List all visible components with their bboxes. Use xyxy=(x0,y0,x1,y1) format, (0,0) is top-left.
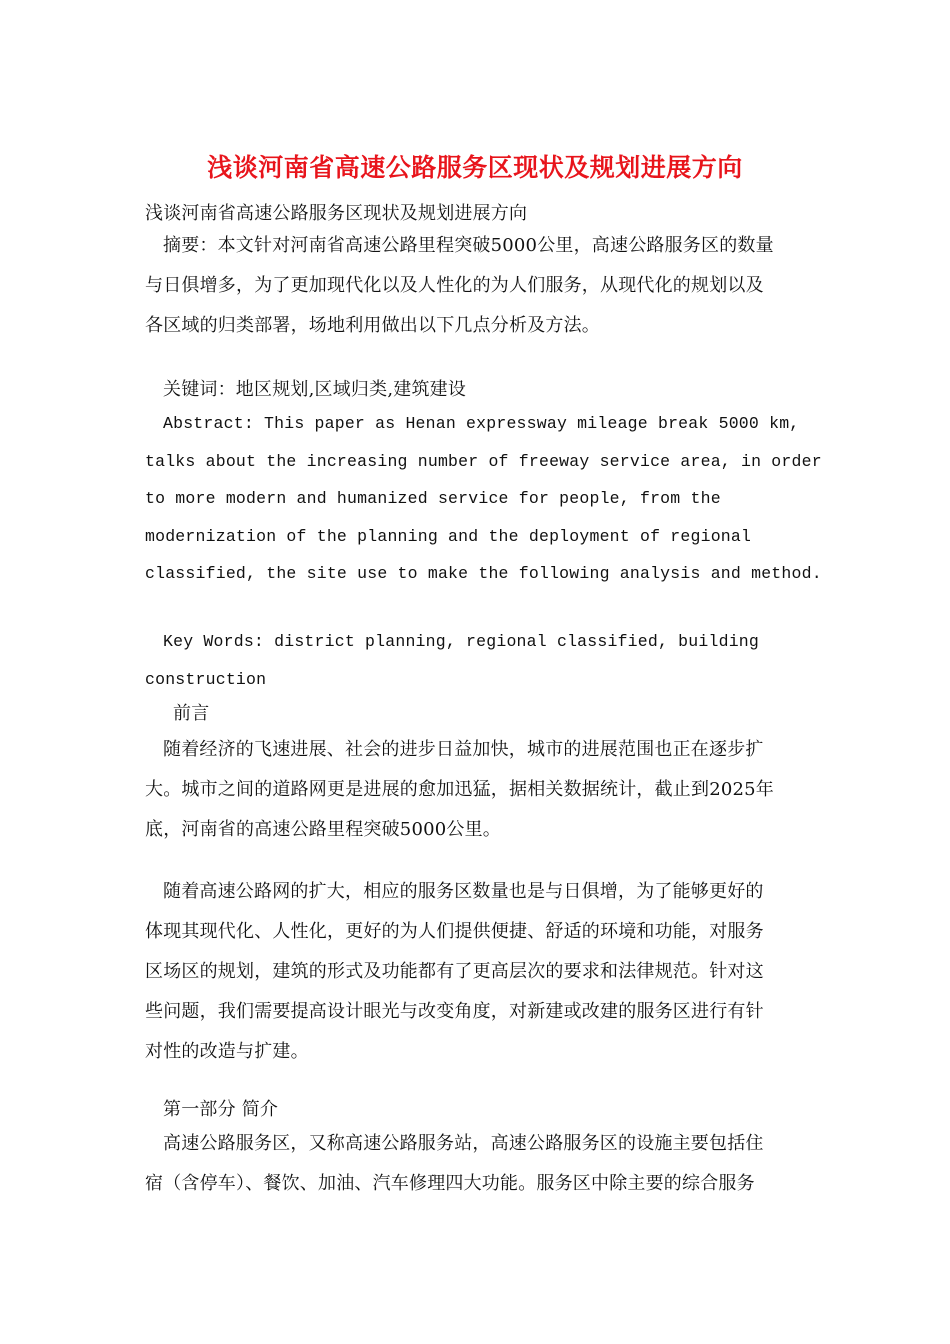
abstract-en-line: to more modern and humanized service for people, from the xyxy=(145,489,721,508)
abstract-cn-line: 摘要：本文针对河南省高速公路里程突破5000公里，高速公路服务区的数量 xyxy=(163,235,774,256)
abstract-en-line: Abstract: This paper as Henan expressway mileage break 5000 km, xyxy=(163,414,800,433)
part1-p1-line: 高速公路服务区，又称高速公路服务站，高速公路服务区的设施主要包括住 xyxy=(163,1133,764,1154)
abstract-en xyxy=(145,405,822,593)
preface-heading-text: 前言 xyxy=(173,703,210,724)
abstract-cn xyxy=(145,226,807,346)
preface-p2-line: 随着高速公路网的扩大，相应的服务区数量也是与日俱增，为了能够更好的 xyxy=(163,881,764,902)
subtitle-text: 浅谈河南省高速公路服务区现状及规划进展方向 xyxy=(145,203,528,224)
abstract-cn-line: 与日俱增多，为了更加现代化以及人性化的为人们服务，从现代化的规划以及 xyxy=(145,275,764,296)
preface-p2-line: 体现其现代化、人性化，更好的为人们提供便捷、舒适的环境和功能，对服务 xyxy=(145,921,764,942)
part1-p1-line: 宿（含停车）、餐饮、加油、汽车修理四大功能。服务区中除主要的综合服务 xyxy=(145,1173,755,1194)
abstract-en-line: modernization of the planning and the deployment of regional xyxy=(145,526,752,546)
part1-paragraph-1 xyxy=(145,1124,807,1204)
preface-p2-line: 些问题，我们需要提高设计眼光与改变角度，对新建或改建的服务区进行有针 xyxy=(145,1001,764,1022)
abstract-cn-line: 各区域的归类部署，场地利用做出以下几点分析及方法。 xyxy=(145,315,600,336)
preface-paragraph-2 xyxy=(145,872,807,1072)
keywords-en xyxy=(145,623,807,698)
preface-p1-line: 随着经济的飞速进展、社会的进步日益加快，城市的进展范围也正在逐步扩 xyxy=(163,739,764,760)
keywords-en-line: Key Words: district planning, regional classified, building xyxy=(163,632,759,651)
preface-p1-line: 大。城市之间的道路网更是进展的愈加迅猛，据相关数据统计，截止到2025年 xyxy=(145,779,775,800)
abstract-en-line: classified, the site use to make the following analysis and method. xyxy=(145,564,822,583)
document-title: 浅谈河南省高速公路服务区现状及规划进展方向 xyxy=(207,153,743,182)
keywords-cn xyxy=(145,370,807,410)
preface-p2-line: 区场区的规划，建筑的形式及功能都有了更高层次的要求和法律规范。针对这 xyxy=(145,961,764,982)
keywords-en-line: construction xyxy=(145,669,267,689)
abstract-en-line: talks about the increasing number of freeway service area, in order xyxy=(145,451,822,471)
preface-paragraph-1 xyxy=(145,730,807,850)
preface-p1-line: 底，河南省的高速公路里程突破5000公里。 xyxy=(145,819,502,840)
keywords-cn-text: 关键词：地区规划,区域归类,建筑建设 xyxy=(163,379,467,400)
preface-p2-line: 对性的改造与扩建。 xyxy=(145,1041,309,1062)
part1-heading-text: 第一部分 简介 xyxy=(163,1099,279,1120)
preface-heading xyxy=(145,694,807,734)
